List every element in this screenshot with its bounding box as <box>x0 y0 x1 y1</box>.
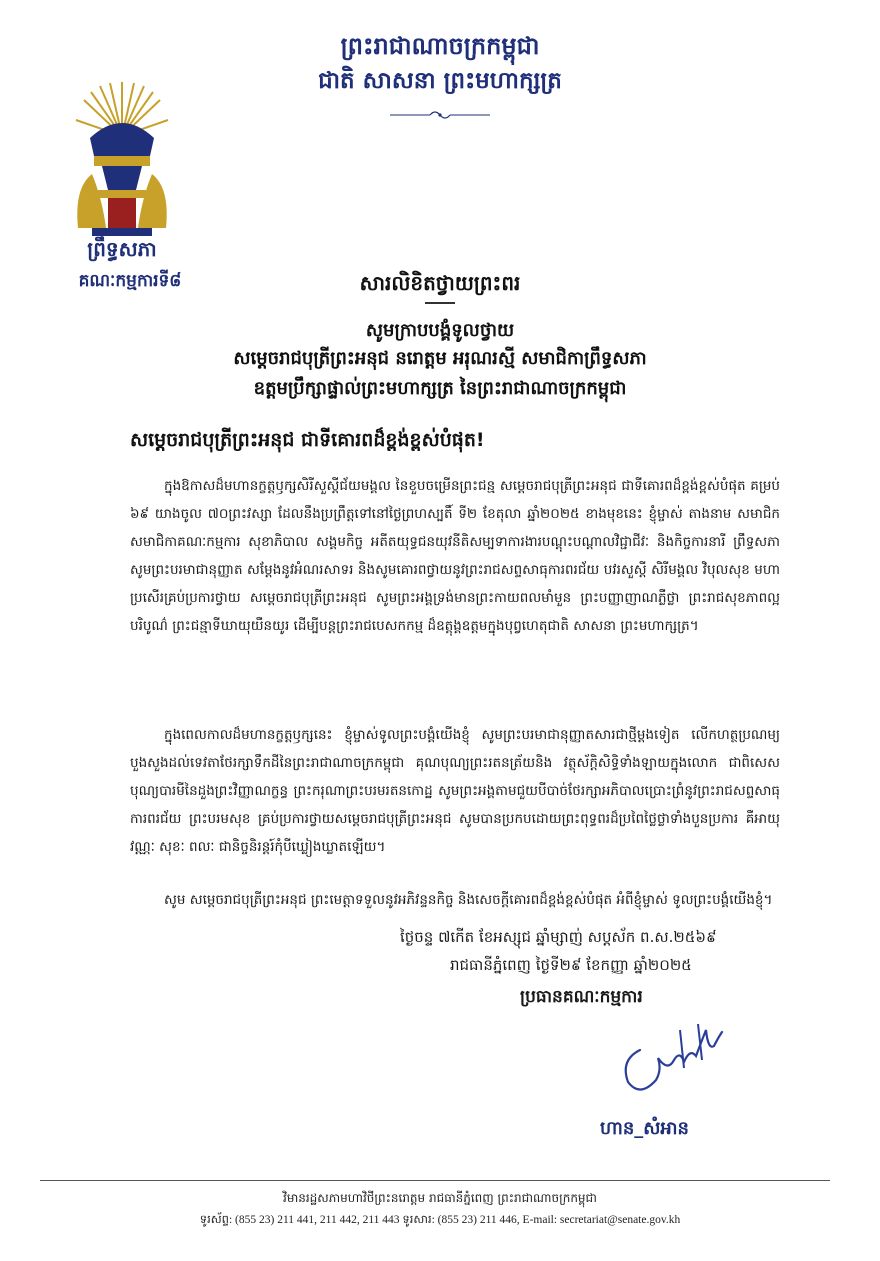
title-divider <box>425 302 455 304</box>
body-paragraph-3: សូម សម្តេចរាជបុត្រីព្រះអនុជ ព្រះមេត្តាទទួលនូវអភិវន្ទនកិច្ច និងសេចក្តីគោរពដ៏ខ្ពង់ខ្ពស់បំផុត អំពីខ្ញុំម្ចាស់ ទូលព្រះបង្គំយើងខ្ញុំ។ <box>164 891 773 908</box>
ornament-divider <box>390 108 490 122</box>
footer-address: វិមានរដ្ឋសភាមហាវិថីព្រះនរោត្តម រាជធានីភ្នំពេញ ព្រះរាជាណាចក្រកម្ពុជា <box>283 1191 597 1205</box>
gregorian-date: រាជធានីភ្នំពេញ ថ្ងៃទី២៩ ខែកញ្ញា ឆ្នាំ២០២៥ <box>450 956 692 974</box>
body-paragraph-1: ក្នុងឱកាសដ៏មហានក្ខត្តឫក្សសិរីសួស្តីជ័យមង្គល នៃខួបចម្រើនព្រះជន្ម សម្តេចរាជបុត្រីព្រះអនុជ ជាទីគោរពដ៏ខ្ពង់ខ្ពស់បំផុត គម្រប់ ៦៩ យាងចូល ៧០ព្រះវស្សា ដែលនឹងប្រព្រឹត្តទៅនៅថ្ងៃព្រហស្បតិ៍ ទី២ ខែតុលា ឆ្នាំ២០២៥ ខាងមុខនេះ ខ្ញុំម្ចាស់ តាងនាម សមាជិក សមាជិកាគណៈកម្មការ សុខាភិបាល សង្គមកិច្ច អតីតយុទ្ធជនយុវនីតិសម្បទាការងារបណ្តុះបណ្តាលវិជ្ជាជីវៈ និងកិច្ចការនារី ព្រឹទ្ធសភាសូមព្រះបរមាជានុញ្ញាត សម្តែងនូវអំណរសាទរ និងសូមគោរពថ្វាយនូវព្រះរាជសព្ទសាធុការពរជ័យ បវរសួស្តី សិរីមង្គល វិបុលសុខ មហាប្រសើរគ្រប់ប្រការថ្វាយ សម្តេចរាជបុត្រីព្រះអនុជ សូមព្រះអង្គទ្រង់មានព្រះកាយពលមាំមួន ព្រះបញ្ញាញាណភ្លឺថ្លា ព្រះរាជសុខភាពល្អបរិបូណ៌ ព្រះជន្មាទីឃាយុយឺនយូរ ដើម្បីបន្តព្រះរាជបេសកកម្ម ដ៏ឧត្តុង្គឧត្តមក្នុងបុព្វហេតុជាតិ សាសនា ព្រះមហាក្សត្រ។ <box>130 477 780 634</box>
lunar-date: ថ្ងៃចន្ទ ៧កើត ខែអស្សុជ ឆ្នាំម្សាញ់ សប្តស័ក ព.ស.២៥៦៩ <box>400 928 717 946</box>
senate-emblem-icon <box>72 78 172 238</box>
commission-name: គណៈកម្មការទី៨ <box>78 271 182 291</box>
institution-name: ព្រឹទ្ធសភា <box>87 237 157 261</box>
body-paragraph-2: ក្នុងពេលកាលដ៏មហានក្ខត្តឫក្សនេះ ខ្ញុំម្ចាស់ទូលព្រះបង្គំយើងខ្ញុំ សូមព្រះបរមាជានុញ្ញាតសារជាថ្មីម្តងទៀត លើកហត្ថប្រណម្យបួងសួងដល់ទេវតាថែរក្សាទឹកដីនៃព្រះរាជាណាចក្រកម្ពុជា គុណបុណ្យព្រះរតនត្រ័យនិង វត្ថុស័ក្តិសិទ្ធិទាំងឡាយក្នុងលោក ជាពិសេសបុណ្យបារមីនៃដួងព្រះវិញ្ញាណក្ខន្ធ ព្រះករុណាព្រះបរមរតនកោដ្ឋ សូមព្រះអង្គតាមជួយបីបាច់ថែរក្សាអភិបាលប្រោះព្រំនូវព្រះរាជសព្ទសាធុការពរជ័យ ព្រះបរមសុខ គ្រប់ប្រការថ្វាយសម្តេចរាជបុត្រីព្រះអនុជ សូមបានប្រកបដោយព្រះពុទ្ធពរដ៏ប្រពៃថ្លៃថ្លាទាំងបួនប្រការ គឺអាយុ វណ្ណៈ សុខៈ ពលៈ ជានិច្ចនិរន្តរ៍កុំបីឃ្លៀងឃ្លាតឡើយ។ <box>130 726 780 855</box>
address-line-1: សូមក្រាបបង្គំទូលថ្វាយ <box>365 320 515 341</box>
signer-title: ប្រធានគណៈកម្មការ <box>520 987 643 1007</box>
signer-name: ហាន_សំអាន <box>600 1118 689 1139</box>
address-line-2: សម្តេចរាជបុត្រីព្រះអនុជ នរោត្តម អរុណរស្មី សមាជិកាព្រឹទ្ធសភា <box>233 348 647 369</box>
salutation: សម្តេចរាជបុត្រីព្រះអនុជ ជាទីគោរពដ៏ខ្ពង់ខ្ពស់បំផុត! <box>130 429 485 451</box>
footer-contact: ទូរស័ព្ទ: (855 23) 211 441, 211 442, 211 443 ទូរសារ: (855 23) 211 446, E-mail: secretariat@senate.gov.kh <box>199 1214 681 1226</box>
address-line-3: ឧត្តមប្រឹក្សាផ្ទាល់ព្រះមហាក្សត្រ នៃព្រះរាជាណាចក្រកម្ពុជា <box>253 378 627 399</box>
national-motto: ជាតិ សាសនា ព្រះមហាក្សត្រ <box>318 67 562 94</box>
footer-divider <box>40 1180 830 1181</box>
kingdom-heading: ព្រះរាជាណាចក្រកម្ពុជា <box>340 31 540 60</box>
handwritten-signature <box>610 1010 740 1110</box>
document-title: សារលិខិតថ្វាយព្រះពរ <box>359 271 521 295</box>
